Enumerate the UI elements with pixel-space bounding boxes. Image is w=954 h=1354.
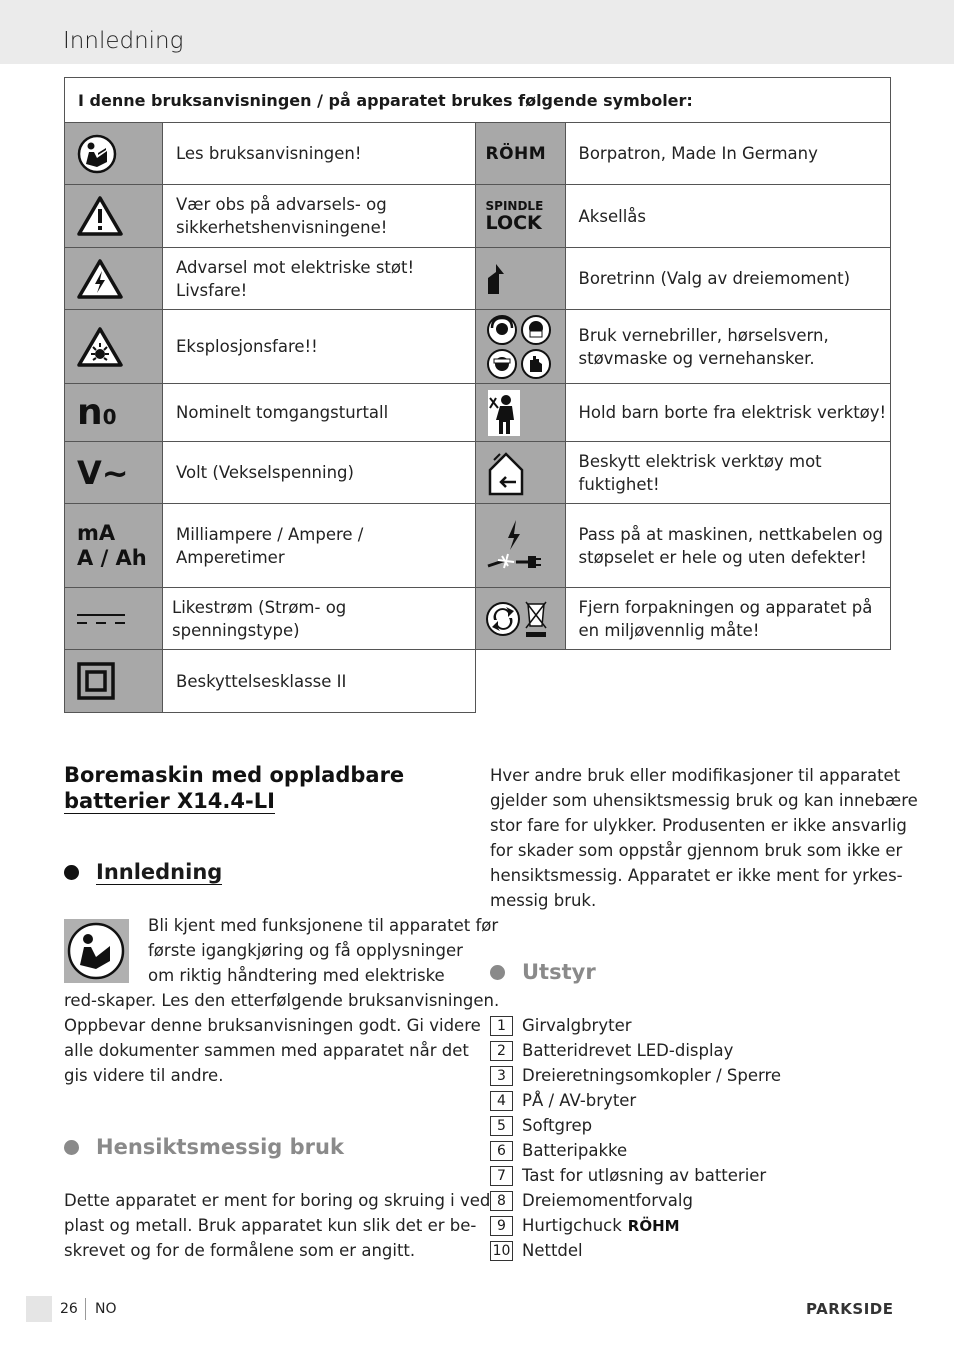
list-item: 9 Hurtigchuck RÖHM [490, 1213, 781, 1238]
protect-moisture-icon [475, 442, 565, 504]
page-title: Innledning [63, 28, 184, 54]
rohm-logo: RÖHM [627, 1216, 680, 1235]
list-item: 6 Batteripakke [490, 1138, 781, 1163]
warning-triangle-icon [65, 185, 163, 248]
section-heading-equipment: Utstyr [490, 960, 596, 984]
intended-use-paragraph: Dette apparatet er ment for boring og skruing i ved plast og metall. Bruk apparatet kun slik det er be- skrevet og for de formålene som er angitt. [64, 1191, 491, 1260]
keep-children-away-icon [475, 384, 565, 442]
symbol-text: Les bruksanvisningen! [163, 123, 476, 185]
symbol-text: Vær obs på advarsels- og sikkerhetshenvisningene! [163, 185, 476, 248]
section-heading-intended-use: Hensiktsmessig bruk [64, 1135, 344, 1159]
blank-cell [475, 650, 890, 713]
no-load-speed-symbol: n0 [65, 384, 163, 442]
symbol-text: Advarsel mot elektriske støt! Livsfare! [163, 248, 476, 310]
bullet-icon [64, 865, 79, 880]
intro-paragraph-top: Bli kjent med funksjonene til apparatet før første igangkjøring og få opplysninger om riktig håndtering med elektriske [148, 916, 499, 985]
symbol-text: Eksplosjonsfare!! [163, 310, 476, 384]
product-title: Boremaskin med oppladbare batterier X14.4-LI [64, 763, 405, 813]
bullet-icon [64, 1140, 79, 1155]
misuse-paragraph: Hver andre bruk eller modifikasjoner til apparatet gjelder som uhensiktsmessig bruk og kan innebære stor fare for ulykker. Produsenten er ikke ansvarlig for skader som oppstår gjennom bruk som ikke er hensiktsmessig. Apparatet er ikke ment for yrkes- messig bruk. [490, 766, 918, 910]
equipment-list [490, 1013, 781, 1263]
damaged-cable-icon [475, 504, 565, 588]
symbol-text: Beskyttelsesklasse II [163, 650, 476, 713]
read-manual-icon [64, 919, 129, 983]
symbol-text: Borpatron, Made In Germany [565, 123, 890, 185]
explosion-icon [65, 310, 163, 384]
symbol-text: Aksellås [565, 185, 890, 248]
symbol-text: Pass på at maskinen, nettkabelen og støpselet er hele og uten defekter! [565, 504, 890, 588]
current-units-symbol: mA A / Ah [65, 504, 163, 588]
protective-gear-icon [475, 310, 565, 384]
symbol-text: Volt (Vekselspenning) [163, 442, 476, 504]
recycling-icon [475, 588, 565, 650]
symbol-text: Bruk vernebriller, hørselsvern, støvmaske og vernehansker. [565, 310, 890, 384]
brand-logo: PARKSIDE [806, 1300, 894, 1318]
list-item: 8 Dreiemomentforvalg [490, 1188, 781, 1213]
symbol-text: Milliampere / Ampere / Amperetimer [163, 504, 476, 588]
page-number: 26 [60, 1301, 78, 1317]
list-item: 7 Tast for utløsning av batterier [490, 1163, 781, 1188]
list-item: 3 Dreieretningsomkopler / Sperre [490, 1063, 781, 1088]
symbol-text: Beskytt elektrisk verktøy mot fuktighet! [565, 442, 890, 504]
dc-current-icon [65, 588, 163, 650]
volt-ac-symbol: V~ [65, 442, 163, 504]
footer-marker [26, 1296, 52, 1322]
electric-shock-icon [65, 248, 163, 310]
protection-class-ii-icon [65, 650, 163, 713]
footer-divider [85, 1298, 86, 1320]
list-item: 4 PÅ / AV-bryter [490, 1088, 781, 1113]
torque-stage-icon [475, 248, 565, 310]
list-item: 2 Batteridrevet LED-display [490, 1038, 781, 1063]
symbol-text: Fjern forpakningen og apparatet på en miljøvennlig måte! [565, 588, 890, 650]
intro-paragraph: red-skaper. Les den etterfølgende bruksanvisningen. Oppbevar denne bruksanvisningen godt. Gi videre alle dokumenter sammen med apparatet når det gis videre til andre. [64, 991, 500, 1085]
read-manual-icon [65, 123, 163, 185]
bullet-icon [490, 965, 505, 980]
symbols-table-heading: I denne bruksanvisningen / på apparatet brukes følgende symboler: [65, 78, 891, 123]
language-code: NO [95, 1301, 117, 1317]
symbol-text: Hold barn borte fra elektrisk verktøy! [565, 384, 890, 442]
symbol-text: Boretrinn (Valg av dreiemoment) [565, 248, 890, 310]
list-item: 1 Girvalgbryter [490, 1013, 781, 1038]
section-heading-intro: Innledning [64, 860, 222, 885]
list-item: 5 Softgrep [490, 1113, 781, 1138]
symbols-table [64, 77, 891, 713]
rohm-logo: RÖHM [475, 123, 565, 185]
spindle-lock-logo: SPINDLE LOCK [475, 185, 565, 248]
symbol-text: Nominelt tomgangsturtall [163, 384, 476, 442]
symbol-text: Likestrøm (Strøm- og spenningstype) [163, 588, 476, 650]
list-item: 10 Nettdel [490, 1238, 781, 1263]
